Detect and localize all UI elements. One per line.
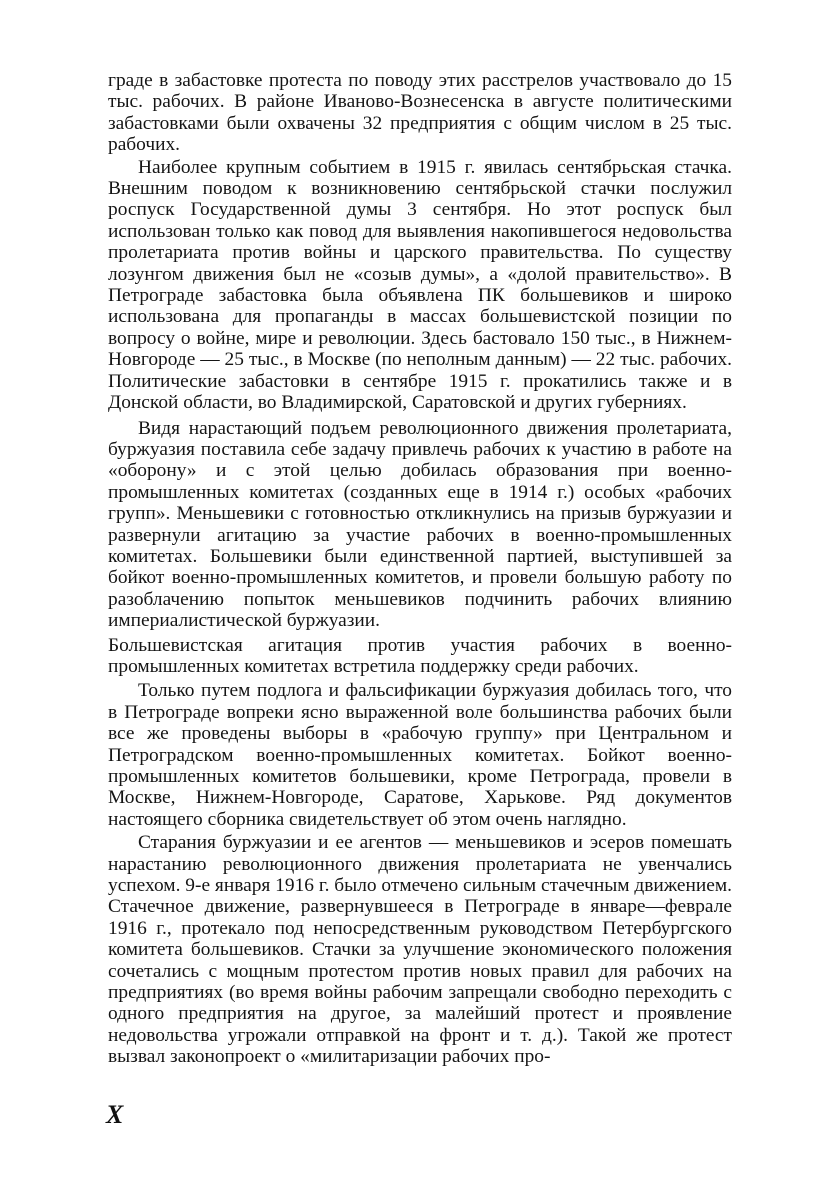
paragraph-boycott: Только путем подлога и фальсификации буржуазия добилась того, что в Петрограде вопреки ясно выраженной воле большинства рабочих были все же проведены выборы в «рабочую группу» при Центральном и Петроградском военно-промышленных комитетах. Бойкот военно-промышленных комитетов большевики, кроме Петрограда, провели в Москве, Нижнем-Новгороде, Саратове, Харькове. Ряд документов настоящего сборника свидетельствует об этом очень наглядно. bbox=[108, 680, 732, 830]
page-body bbox=[108, 70, 732, 1068]
page-number: X bbox=[106, 1100, 124, 1129]
paragraph-january-strikes: Старания буржуазии и ее агентов — меньшевиков и эсеров помешать нарастанию революционного движения пролетариата не увенчались успехом. 9-е января 1916 г. было отмечено сильным стачечным движением. Стачечное движение, развернувшееся в Петрограде в январе—феврале 1916 г., протекало под непосредственным руководством Петербургского комитета большевиков. Стачки за улучшение экономического положения сочетались с мощным протестом против новых правил для рабочих на предприятиях (во время войны рабочим запрещали свободно переходить с одного предприятия на другое, за малейший протест и проявление недовольства угрожали отправкой на фронт и т. д.). Такой же протест вызвал законопроект о «милитаризации рабочих про- bbox=[108, 832, 732, 1068]
paragraph-bolshevik-agitation: Большевистская агитация против участия рабочих в военно-промышленных комитетах встретила поддержку среди рабочих. bbox=[108, 634, 732, 677]
paragraph-workers-groups: Видя нарастающий подъем революционного движения пролетариата, буржуазия поставила себе задачу привлечь рабочих к участию в работе на «оборону» и с этой целью добилась образования при военно-промышленных комитетах (созданных еще в 1914 г.) особых «рабочих групп». Меньшевики с готовностью откликнулись на призыв буржуазии и развернули агитацию за участие рабочих в военно-промышленных комитетах. Большевики были единственной партией, выступившей за бойкот военно-промышленных комитетов, и провели большую работу по разоблачению попыток меньшевиков подчинить рабочих влиянию империалистической буржуазии. bbox=[108, 417, 732, 632]
paragraph-continuation: граде в забастовке протеста по поводу этих расстрелов участвовало до 15 тыс. рабочих. В районе Иваново-Вознесенска в августе политическими забастовками были охвачены 32 предприятия с общим числом в 25 тыс. рабочих. bbox=[108, 70, 732, 156]
paragraph-september-strike: Наиболее крупным событием в 1915 г. явилась сентябрьская стачка. Внешним поводом к возникновению сентябрьской стачки послужил роспуск Государственной думы 3 сентября. Но этот роспуск был использован только как повод для выявления накопившегося недовольства пролетариата против войны и царского правительства. По существу лозунгом движения был не «созыв думы», а «долой правительство». В Петрограде забастовка была объявлена ПК большевиков и широко использована для пропаганды в массах большевистской позиции по вопросу о войне, мире и революции. Здесь бастовало 150 тыс., в Нижнем-Новгороде — 25 тыс., в Москве (по неполным данным) — 22 тыс. рабочих. Политические забастовки в сентябре 1915 г. прокатились также и в Донской области, во Владимирской, Саратовской и других губерниях. bbox=[108, 156, 732, 414]
